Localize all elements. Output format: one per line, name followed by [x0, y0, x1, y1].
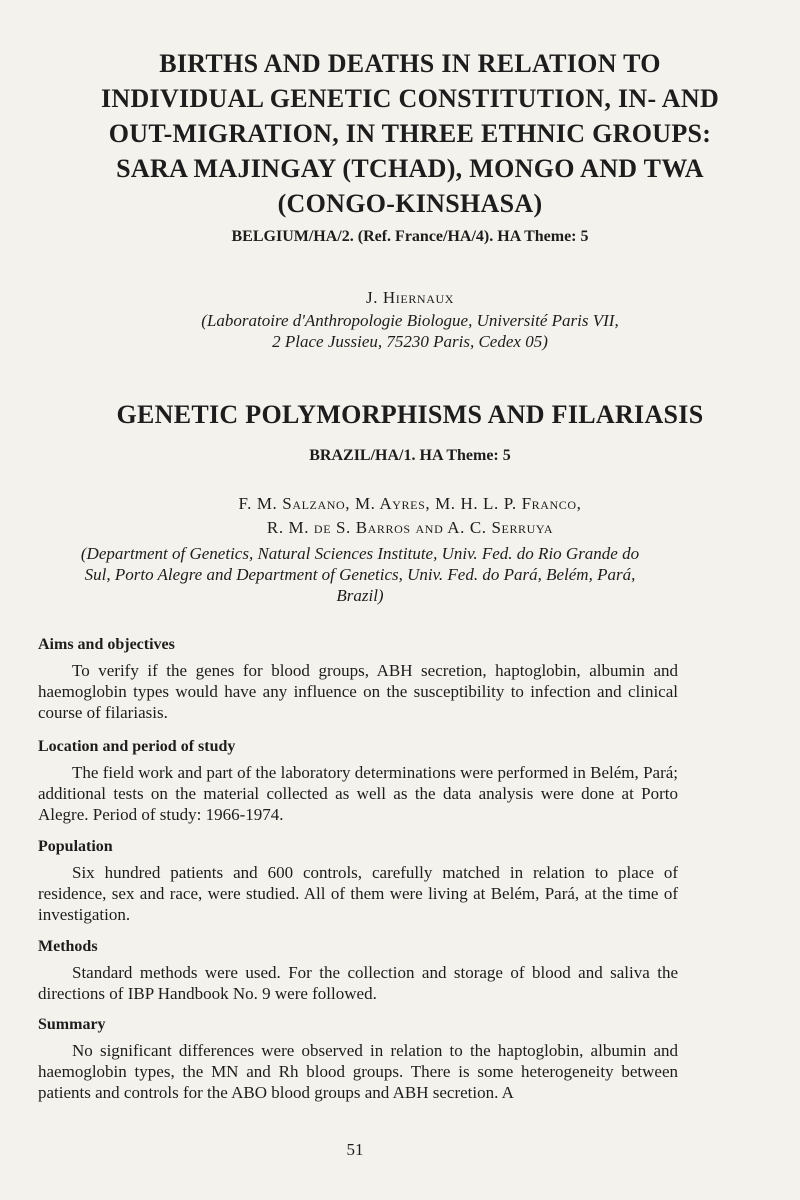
article1-title-line: SARA MAJINGAY (TCHAD), MONGO AND TWA — [116, 154, 704, 183]
article1-title — [60, 46, 760, 221]
section-text-location: The field work and part of the laboratory determinations were performed in Belém, Pará; additional tests on the material collected as well as the data analysis were done at Porto Alegre. Period of study: 1966-1974. — [38, 763, 678, 824]
section-heading-methods: Methods — [38, 938, 98, 955]
article2-affiliation — [30, 543, 690, 606]
article1-title-line: OUT-MIGRATION, IN THREE ETHNIC GROUPS: — [108, 119, 712, 148]
affiliation-line: 2 Place Jussieu, 75230 Paris, Cedex 05) — [272, 332, 548, 351]
article2-title: GENETIC POLYMORPHISMS AND FILARIASIS — [116, 400, 704, 429]
article1-title-line: BIRTHS AND DEATHS IN RELATION TO — [159, 49, 661, 78]
affiliation-line: (Department of Genetics, Natural Sciences Institute, Univ. Fed. do Rio Grande do — [80, 544, 640, 563]
section-text-population: Six hundred patients and 600 controls, carefully matched in relation to place of residence, sex and race, were studied. All of them were living at Belém, Pará, at the time of investigation. — [38, 863, 678, 924]
affiliation-line: (Laboratoire d'Anthropologie Biologue, Université Paris VII, — [201, 311, 619, 330]
section-text-methods: Standard methods were used. For the collection and storage of blood and saliva the directions of IBP Handbook No. 9 were followed. — [38, 963, 678, 1003]
section-text-aims: To verify if the genes for blood groups, ABH secretion, haptoglobin, albumin and haemoglobin types would have any influence on the susceptibility to infection and clinical course of filariasis. — [38, 661, 678, 722]
article1-reference: BELGIUM/HA/2. (Ref. France/HA/4). HA Theme: 5 — [231, 228, 589, 245]
article2-authors — [60, 492, 760, 540]
affiliation-line: Sul, Porto Alegre and Department of Genetics, Univ. Fed. do Pará, Belém, Pará, — [84, 565, 636, 584]
article1-title-line: (CONGO-KINSHASA) — [277, 189, 543, 218]
author-line: R. M. de S. Barros and A. C. Serruya — [266, 518, 554, 537]
article2-reference: BRAZIL/HA/1. HA Theme: 5 — [309, 447, 511, 464]
author-line: F. M. Salzano, M. Ayres, M. H. L. P. Franco, — [238, 494, 582, 513]
section-heading-summary: Summary — [38, 1016, 106, 1033]
affiliation-line: Brazil) — [336, 586, 384, 605]
page-number: 51 — [346, 1140, 364, 1159]
article1-author: J. Hiernaux — [366, 288, 454, 307]
section-heading-aims: Aims and objectives — [38, 636, 175, 653]
article1-title-line: INDIVIDUAL GENETIC CONSTITUTION, IN- AND — [100, 84, 720, 113]
section-heading-location: Location and period of study — [38, 738, 236, 755]
section-text-summary: No significant differences were observed in relation to the haptoglobin, albumin and haemoglobin types, the MN and Rh blood groups. There is some heterogeneity between patients and controls for the ABO blood groups and ABH secretion. A — [38, 1041, 678, 1102]
section-heading-population: Population — [38, 838, 113, 855]
article1-affiliation — [100, 310, 720, 352]
